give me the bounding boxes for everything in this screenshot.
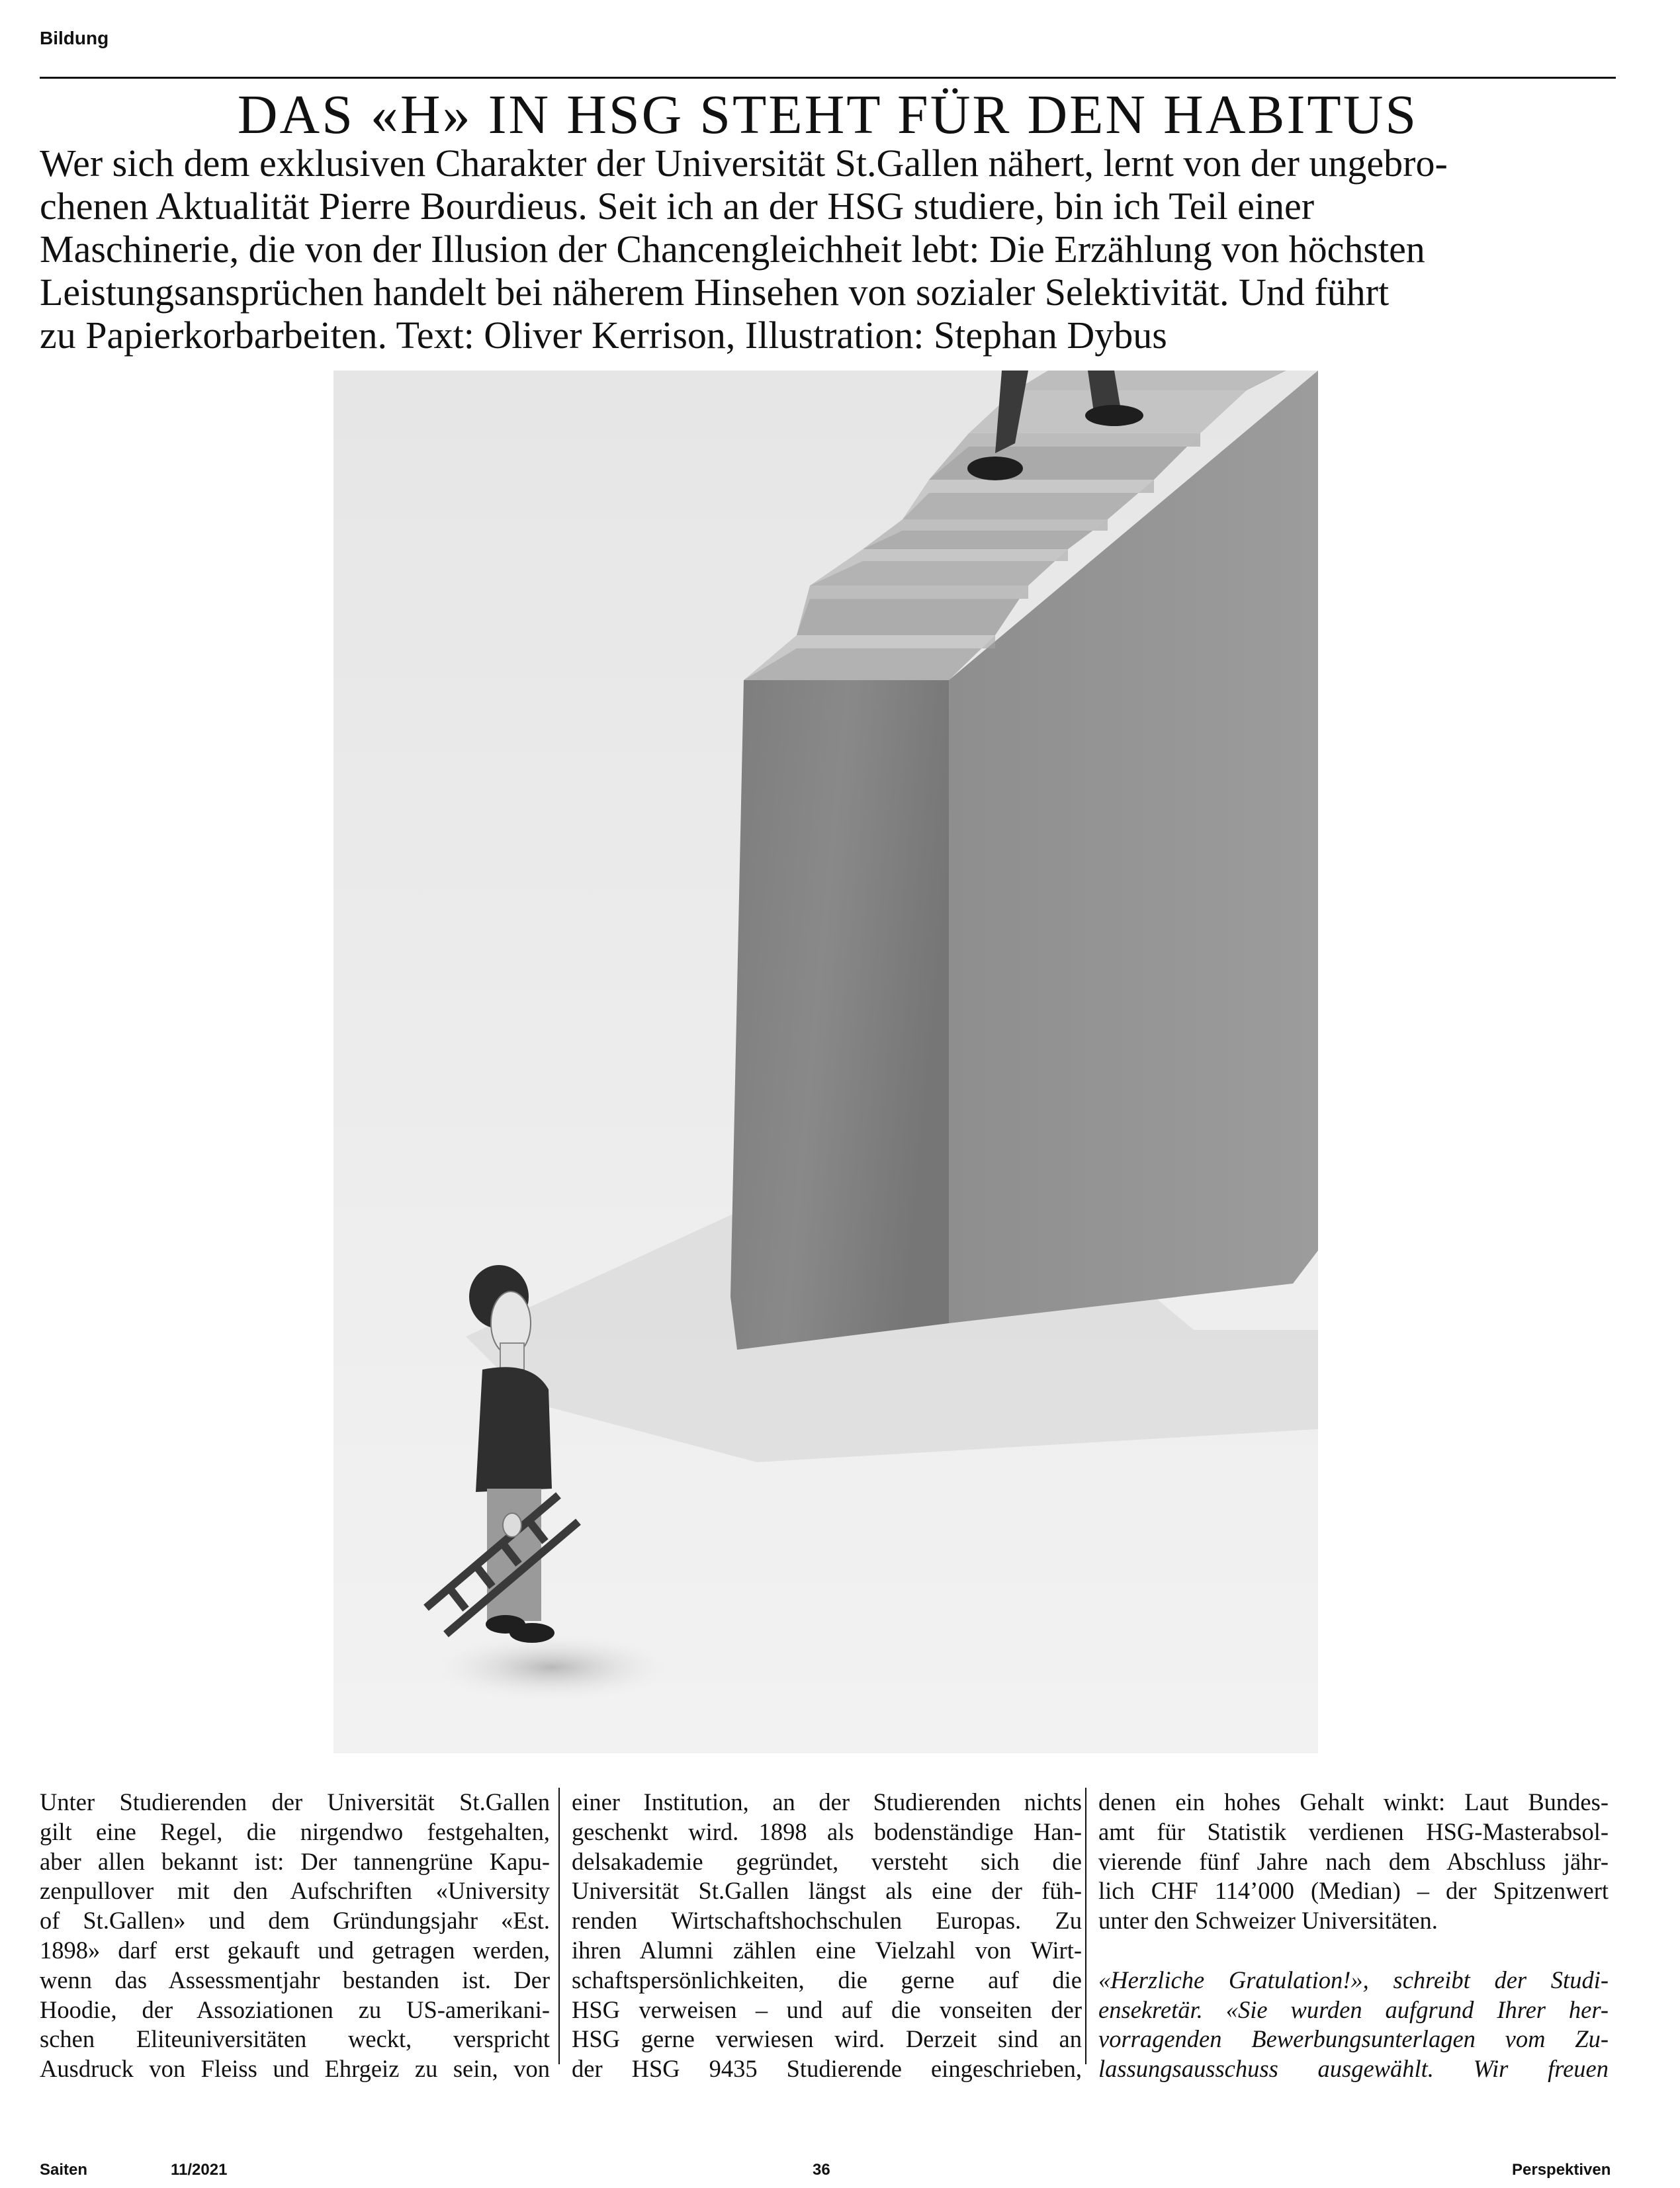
body-line: aber allen bekannt ist: Der tannengrüne Kapu-	[40, 1847, 550, 1875]
body-line: Ausdruck von Fleiss und Ehrgeiz zu sein, von	[40, 2055, 550, 2083]
body-line: wenn das Assessmentjahr bestanden ist. Der	[40, 1966, 550, 1993]
body-column-2	[572, 1788, 1082, 2084]
body-line: unter den Schweizer Universitäten.	[1098, 1907, 1438, 1935]
headline: DAS «H» IN HSG STEHT FÜR DEN HABITUS	[237, 84, 1419, 146]
body-line: HSG gerne verwiesen wird. Derzeit sind an	[572, 2025, 1082, 2053]
lead-line: zu Papierkorbarbeiten. Text: Oliver Kerrison, Illustration: Stephan Dybus	[40, 314, 1167, 357]
body-column-3	[1098, 1788, 1609, 2084]
column-rule	[1085, 1788, 1086, 2064]
footer-issue: 11/2021	[171, 2161, 228, 2179]
body-line: schaftspersönlichkeiten, die gerne auf die	[572, 1966, 1082, 1993]
body-line: Universität St.Gallen längst als eine der füh-	[572, 1877, 1082, 1905]
body-line: einer Institution, an der Studierenden nichts	[572, 1788, 1082, 1816]
footer-rubric: Perspektiven	[1512, 2161, 1611, 2179]
body-line: renden Wirtschaftshochschulen Europas. Zu	[572, 1907, 1082, 1935]
figure-shadow	[433, 1634, 671, 1700]
body-line: der HSG 9435 Studierende eingeschrieben,	[572, 2055, 1082, 2083]
body-line: delsakademie gegründet, versteht sich die	[572, 1847, 1082, 1875]
top-rule	[40, 77, 1616, 79]
lead-line: Leistungsansprüchen handelt bei näherem Hinsehen von sozialer Selektivität. Und führt	[40, 271, 1390, 314]
quote-line: «Herzliche Gratulation!», schreibt der Studi-	[1098, 1966, 1609, 1993]
body-line: ihren Alumni zählen eine Vielzahl von Wirt-	[572, 1936, 1082, 1964]
body-line: amt für Statistik verdienen HSG-Masterabsol-	[1098, 1817, 1609, 1845]
body-line: lich CHF 114’000 (Median) – der Spitzenwert	[1098, 1877, 1609, 1905]
lead-line: Wer sich dem exklusiven Charakter der Universität St.Gallen nähert, lernt von der ungebro-	[40, 142, 1448, 185]
body-line: of St.Gallen» und dem Gründungsjahr «Est.	[40, 1907, 550, 1935]
footer-page-number: 36	[813, 2161, 830, 2179]
column-rule	[558, 1788, 560, 2064]
section-label: Bildung	[40, 28, 109, 48]
staircase-illustration	[333, 371, 1318, 1753]
body-line: zenpullover mit den Aufschriften «University	[40, 1877, 550, 1905]
body-line: Hoodie, der Assoziationen zu US-amerikani-	[40, 1995, 550, 2023]
quote-line: lassungsausschuss ausgewählt. Wir freuen	[1098, 2055, 1609, 2083]
body-line: HSG verweisen – und auf die vonseiten der	[572, 1995, 1082, 2023]
body-line: gilt eine Regel, die nirgendwo festgehalten,	[40, 1817, 550, 1845]
lead-line: chenen Aktualität Pierre Bourdieus. Seit ich an der HSG studiere, bin ich Teil einer	[40, 185, 1315, 228]
quote-line: ensekretär. «Sie wurden aufgrund Ihrer her-	[1098, 1995, 1609, 2023]
body-line: vierende fünf Jahre nach dem Abschluss jähr-	[1098, 1847, 1609, 1875]
lead-line: Maschinerie, die von der Illusion der Chancengleichheit lebt: Die Erzählung von höchsten	[40, 228, 1425, 271]
body-line: 1898» darf erst gekauft und getragen werden,	[40, 1936, 550, 1964]
quote-line: vorragenden Bewerbungsunterlagen vom Zu-	[1098, 2025, 1609, 2053]
body-line: Unter Studierenden der Universität St.Gallen	[40, 1788, 550, 1816]
footer-magazine: Saiten	[40, 2161, 88, 2179]
body-column-1	[40, 1788, 550, 2084]
body-line: denen ein hohes Gehalt winkt: Laut Bundes-	[1098, 1788, 1609, 1816]
body-line: geschenkt wird. 1898 als bodenständige Han-	[572, 1817, 1082, 1845]
paragraph-gap	[1098, 1936, 1609, 1966]
body-line: schen Eliteuniversitäten weckt, verspricht	[40, 2025, 550, 2053]
lead-paragraph	[40, 142, 1616, 357]
